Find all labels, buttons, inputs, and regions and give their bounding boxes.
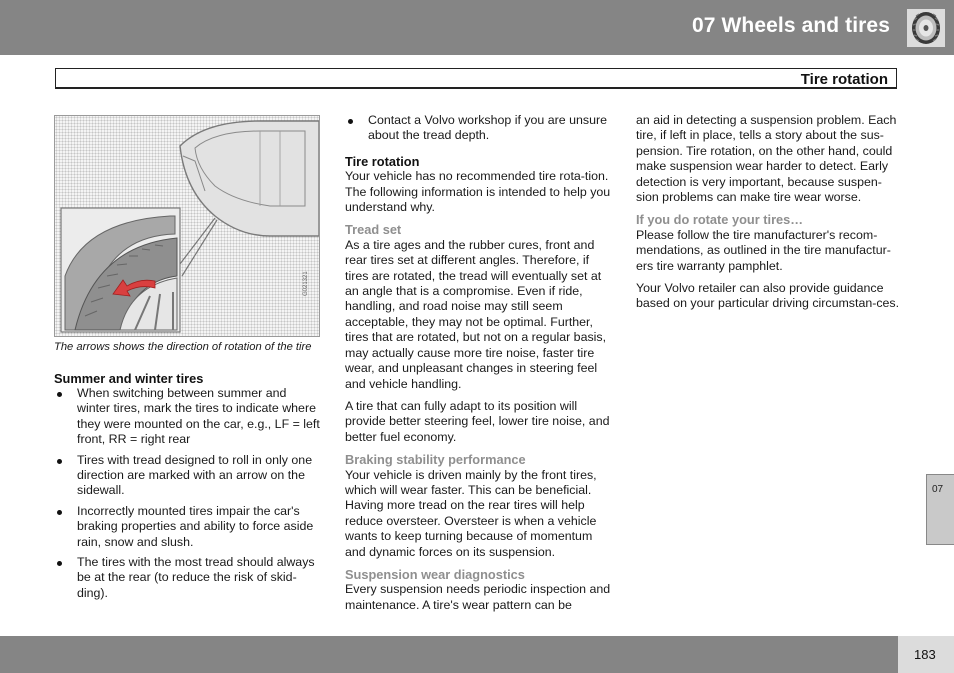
car-wheel-illustration <box>55 116 319 336</box>
column-2 <box>345 113 611 613</box>
figure-caption: The arrows shows the direction of rotation of the tire <box>54 341 312 353</box>
figure-code: G021321 <box>303 271 309 296</box>
rotate-tires-paragraph-1: Please follow the tire manufacturer's recom-mendations, as outlined in the tire manufactur-ers tire warranty pamphlet. <box>636 227 891 273</box>
tread-set-paragraph-1: As a tire ages and the rubber cures, front and rear tires set at different angles. Therefore, if tires are rotated, the tread will eventually set at an angle that is a compromise. Even if ride, handling, and road noise may still seem acceptable, they may not be optimal. Further, tires that are rotated, but not on a regular basis, may actually cause more tire noise, faster tire wear, and unpleasant changes in steering feel and vehicle handling. <box>345 237 607 391</box>
braking-stability-heading: Braking stability performance <box>345 452 526 468</box>
tire-rotation-intro: Your vehicle has no recommended tire rota-tion. The following information is intended to help you understand why. <box>345 169 611 215</box>
suspension-wear-paragraph: Every suspension needs periodic inspection and maintenance. A tire's wear pattern can be <box>345 582 611 612</box>
braking-stability-paragraph: Your vehicle is driven mainly by the front tires, which will wear faster. This can be beneficial. Having more tread on the rear tires will help reduce oversteer. Oversteer is when a vehicle wants to keep turning because of momentum and dynamic forces on its suspension. <box>345 467 597 559</box>
tire-rotation-heading: Tire rotation <box>345 153 420 169</box>
tread-set-heading: Tread set <box>345 222 402 238</box>
summer-winter-list <box>54 386 322 601</box>
list-item: Tires with tread designed to roll in only one direction are marked with an arrow on the sidewall. <box>54 453 322 499</box>
summer-winter-heading: Summer and winter tires <box>54 370 204 386</box>
chapter-side-tab[interactable] <box>926 474 954 545</box>
rotate-tires-paragraph-2: Your Volvo retailer can also provide guidance based on your particular driving circumstan-ces. <box>636 281 900 311</box>
list-item: Incorrectly mounted tires impair the car's braking properties and ability to force aside rain, snow and slush. <box>54 504 322 550</box>
page-number: 183 <box>914 647 936 662</box>
suspension-continued-paragraph: an aid in detecting a suspension problem. Each tire, if left in place, tells a story about the sus-pension. Tire rotation, on the other hand, could make suspension wear harder to detect. Early detection is very important, because suspen-sion problems can make tire wear worse. <box>636 113 897 205</box>
tread-set-paragraph-2: A tire that can fully adapt to its position will provide better steering feel, lower tire noise, and better fuel economy. <box>345 398 610 444</box>
rotate-tires-heading: If you do rotate your tires… <box>636 212 804 228</box>
footer-bar <box>0 636 954 673</box>
column-3 <box>636 113 902 312</box>
section-title: Tire rotation <box>800 71 888 88</box>
section-header <box>55 68 897 89</box>
tread-depth-list <box>345 113 611 144</box>
tire-rotation-figure <box>54 115 320 337</box>
chapter-title: 07 Wheels and tires <box>692 14 890 37</box>
chapter-side-tab-label: 07 <box>932 484 944 495</box>
tire-icon <box>907 9 945 47</box>
suspension-wear-heading: Suspension wear diagnostics <box>345 566 525 582</box>
list-item: When switching between summer and winter tires, mark the tires to indicate where they were mounted on the car, e.g., LF = left front, RR = right rear <box>54 386 322 448</box>
list-item: The tires with the most tread should always be at the rear (to reduce the risk of skid-ding). <box>54 555 322 601</box>
list-item: Contact a Volvo workshop if you are unsure about the tread depth. <box>345 113 611 144</box>
column-1 <box>54 115 322 606</box>
